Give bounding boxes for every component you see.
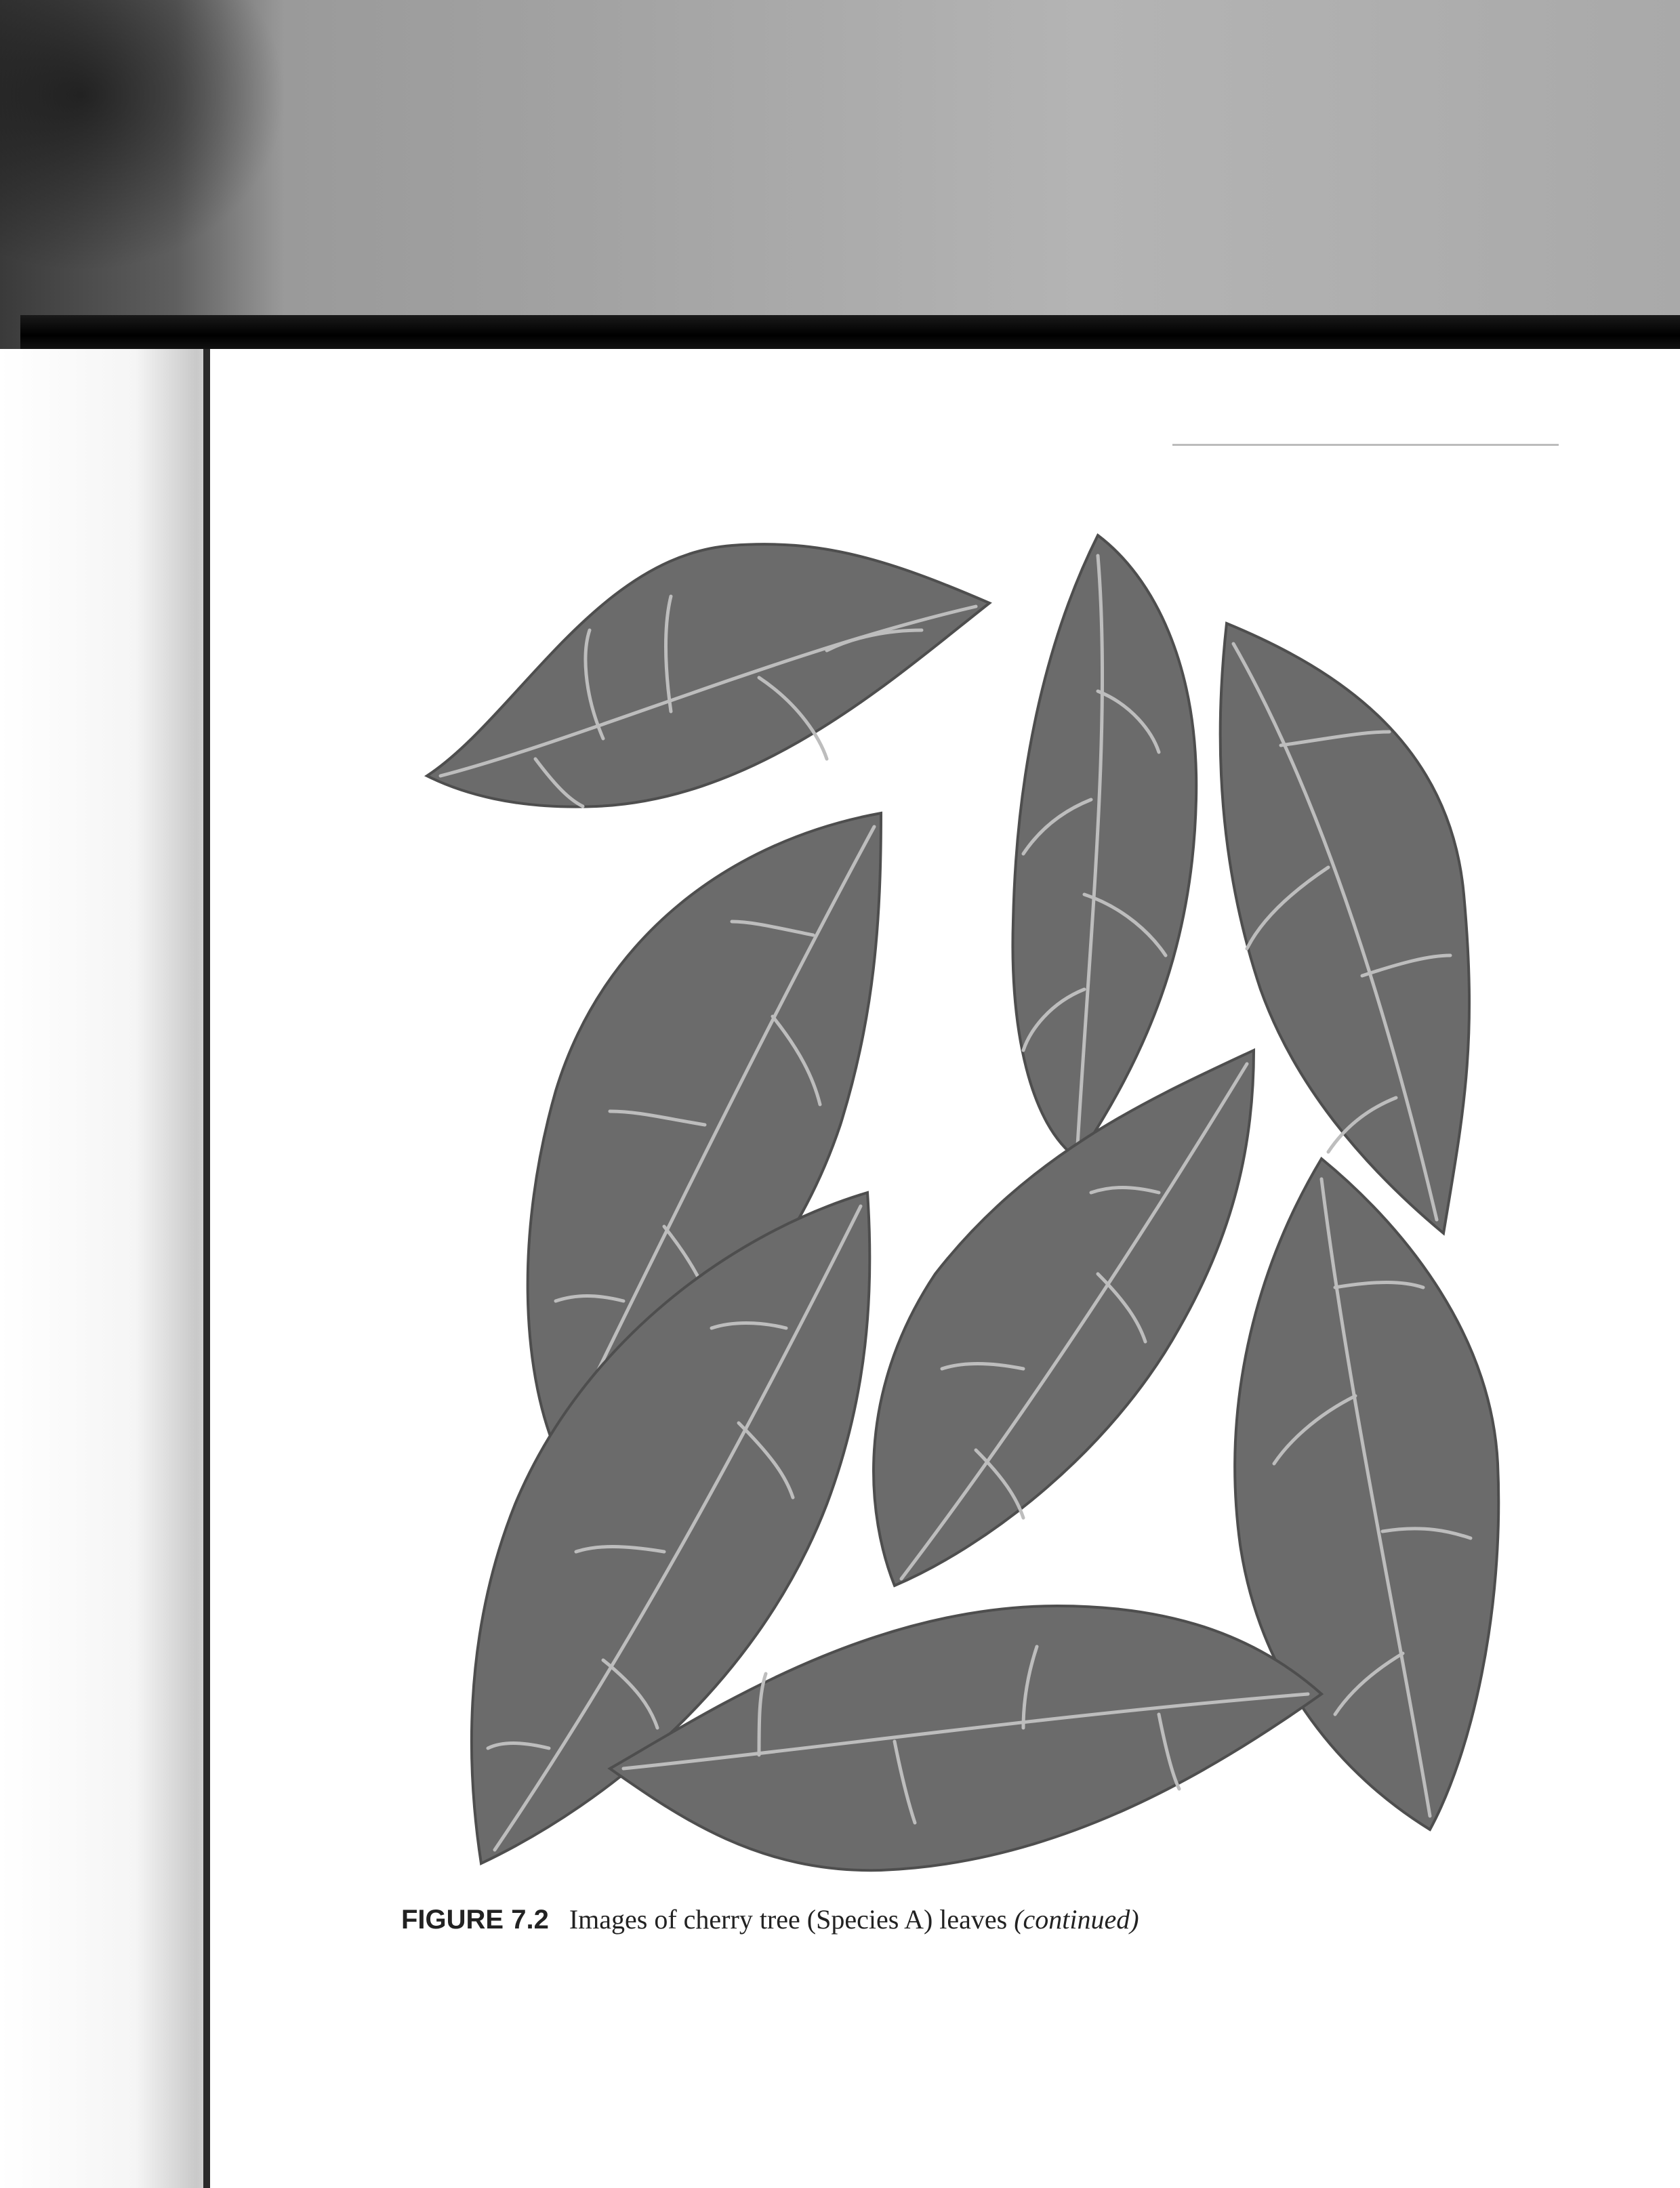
top-dark-rule — [20, 315, 1680, 349]
leaf-1 — [427, 544, 989, 807]
left-margin-rule — [203, 349, 210, 2188]
leaf-2 — [1012, 535, 1196, 1159]
figure-caption — [401, 1903, 1553, 1935]
leaf-6 — [1235, 1159, 1498, 1830]
leaf-3 — [1221, 623, 1469, 1233]
figure-continued-note: (continued) — [1014, 1904, 1139, 1935]
cherry-leaves-figure — [380, 515, 1532, 1884]
faint-header-line — [1172, 444, 1559, 446]
figure-caption-text: Images of cherry tree (Species A) leaves — [569, 1904, 1008, 1935]
figure-label: FIGURE 7.2 — [401, 1905, 549, 1935]
scanned-page-top-band — [0, 0, 1680, 349]
left-margin-strip — [0, 349, 203, 2188]
